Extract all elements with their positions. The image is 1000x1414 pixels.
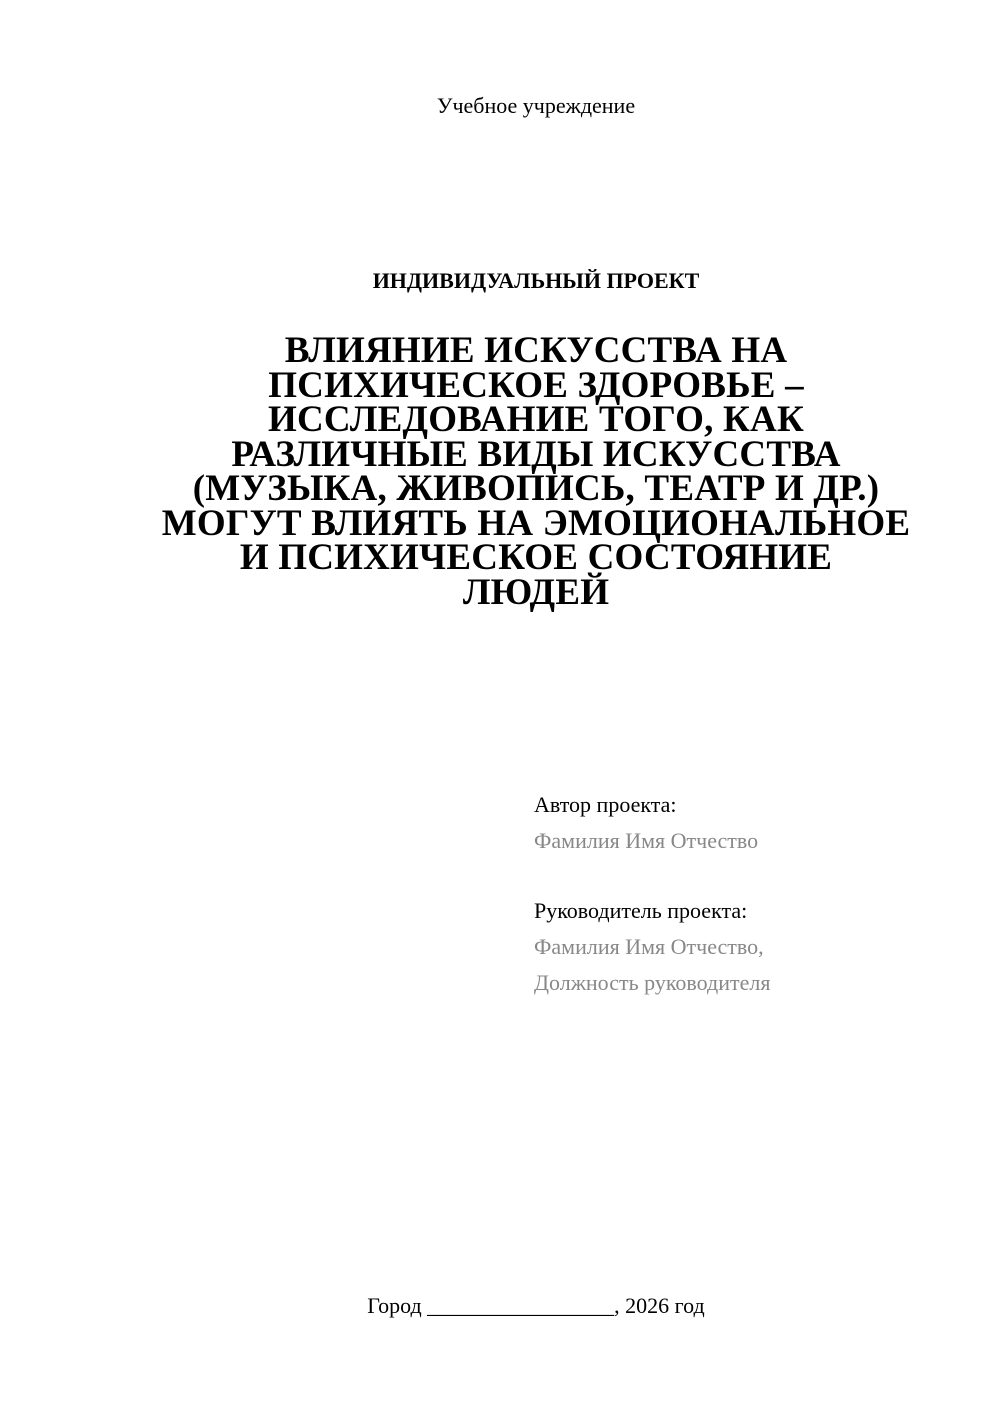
supervisor-position: Должность руководителя xyxy=(534,970,771,995)
institution-name: Учебное учреждение xyxy=(436,93,636,118)
supervisor-block xyxy=(534,898,974,996)
supervisor-name: Фамилия Имя Отчество, xyxy=(534,934,764,959)
title-line: ЛЮДЕЙ xyxy=(462,571,610,613)
title-line: РАЗЛИЧНЫЕ ВИДЫ ИСКУССТВА xyxy=(231,433,841,475)
supervisor-label: Руководитель проекта: xyxy=(534,898,748,923)
document-type: ИНДИВИДУАЛЬНЫЙ ПРОЕКТ xyxy=(372,268,700,293)
author-label: Автор проекта: xyxy=(534,792,677,817)
title-line: МОГУТ ВЛИЯТЬ НА ЭМОЦИОНАЛЬНОЕ xyxy=(161,502,911,544)
title-line: ПСИХИЧЕСКОЕ ЗДОРОВЬЕ – xyxy=(268,364,804,406)
city-year-line: Город _________________, 2026 год xyxy=(367,1293,705,1318)
author-name: Фамилия Имя Отчество xyxy=(534,828,759,853)
title-line: И ПСИХИЧЕСКОЕ СОСТОЯНИЕ xyxy=(239,537,833,578)
title-line: ВЛИЯНИЕ ИСКУССТВА НА xyxy=(284,330,788,371)
title-line: (МУЗЫКА, ЖИВОПИСЬ, ТЕАТР И ДР.) xyxy=(192,468,880,509)
project-title xyxy=(140,330,932,613)
author-block xyxy=(534,792,974,854)
title-line: ИССЛЕДОВАНИЕ ТОГО, КАК xyxy=(268,399,804,440)
